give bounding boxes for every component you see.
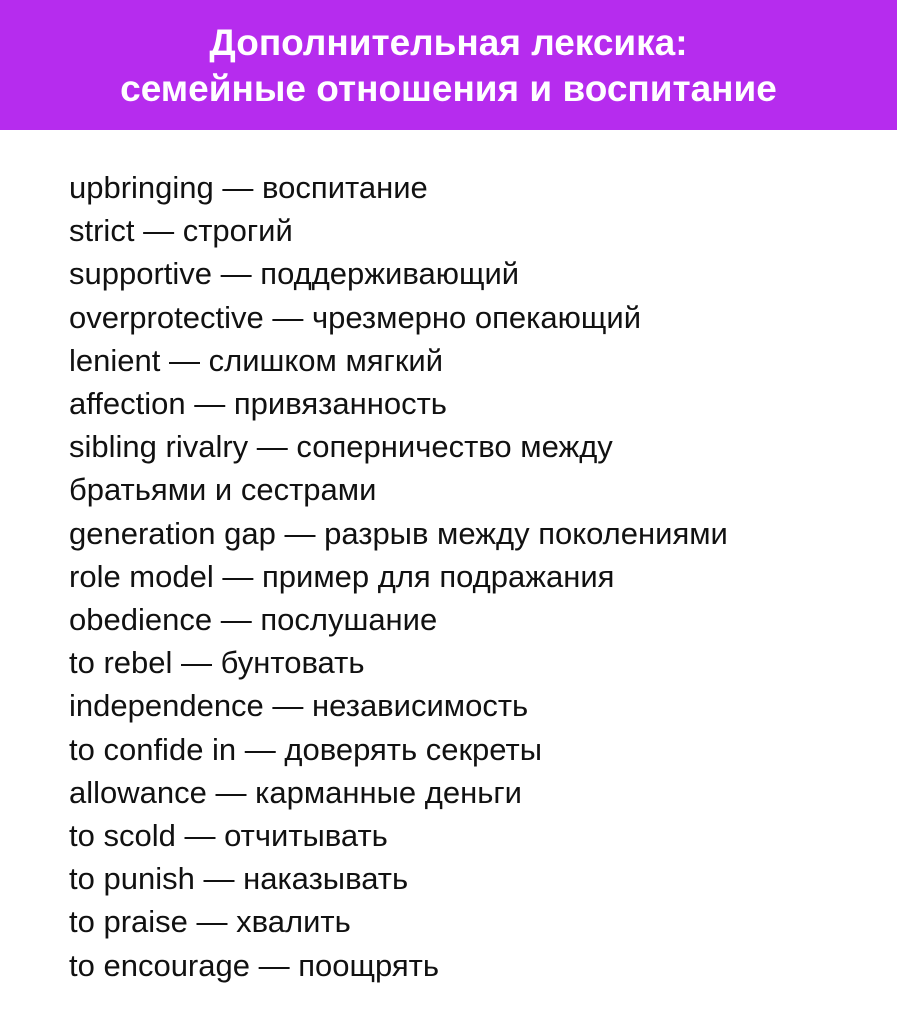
vocab-translation: доверять секреты [284,731,542,767]
vocab-term: to scold [69,818,176,854]
vocab-term: role model [69,558,214,594]
vocab-translation: поощрять [298,947,440,983]
vocab-term: affection [69,386,186,422]
vocab-separator: — [284,515,316,551]
vocab-translation: независимость [312,688,529,724]
vocab-term: supportive [69,256,213,292]
vocab-translation-continued: братьями и сестрами [69,472,377,508]
vocab-item-affection [69,382,728,425]
vocab-separator: — [220,256,252,292]
vocab-separator: — [220,602,252,638]
vocab-term: to praise [69,904,188,940]
vocab-term: independence [69,688,264,724]
vocab-item-independence [69,684,728,727]
vocab-item-to-scold [69,814,728,857]
vocab-separator: — [143,213,175,249]
vocab-term: allowance [69,774,207,810]
vocab-separator: — [244,731,276,767]
vocab-term: upbringing [69,170,214,205]
vocab-translation: строгий [182,213,293,249]
vocab-translation: чрезмерно опекающий [311,299,642,335]
vocab-translation: карманные деньги [255,774,523,810]
vocab-item-role-model [69,555,728,598]
vocab-separator: — [168,342,200,378]
vocab-translation: разрыв между поколениями [324,515,728,551]
vocab-separator: — [181,645,213,681]
vocab-term: to rebel [69,645,173,681]
vocab-item-generation-gap [69,512,728,555]
vocab-term: sibling rivalry [69,429,249,465]
vocab-translation: послушание [260,602,438,638]
vocab-separator: — [203,861,235,897]
vocab-item-allowance [69,771,728,814]
vocab-term: to encourage [69,947,250,983]
vocab-item-sibling-rivalry [69,425,728,511]
vocab-separator: — [222,170,254,205]
vocab-separator: — [184,818,216,854]
vocab-translation: слишком мягкий [208,342,444,378]
vocab-item-to-punish [69,857,728,900]
vocab-item-lenient [69,339,728,382]
vocab-term: obedience [69,602,213,638]
vocab-separator: — [215,774,247,810]
vocabulary-list [69,166,728,987]
vocab-separator: — [194,386,226,422]
vocab-term: strict [69,213,135,249]
vocab-separator: — [196,904,228,940]
vocab-term: to punish [69,861,195,897]
vocab-translation: хвалить [236,904,351,940]
vocab-item-to-praise [69,900,728,943]
vocab-separator: — [272,688,304,724]
vocab-separator: — [258,947,290,983]
page-title-line-2: семейные отношения и воспитание [120,68,777,109]
vocab-item-obedience [69,598,728,641]
vocab-item-overprotective [69,296,728,339]
vocab-translation: наказывать [243,861,409,897]
vocab-item-to-rebel [69,641,728,684]
page-header [0,0,897,130]
vocab-term: overprotective [69,299,264,335]
vocab-term: lenient [69,342,161,378]
vocab-translation: привязанность [233,386,447,422]
vocab-translation: соперничество между [296,429,613,465]
vocab-translation: отчитывать [224,818,388,854]
vocab-separator: — [256,429,288,465]
vocab-item-upbringing [69,166,728,209]
vocab-translation: поддерживающий [260,256,520,292]
vocab-separator: — [272,299,304,335]
page-title-line-1: Дополнительная лексика: [209,22,688,63]
vocab-item-strict [69,209,728,252]
vocab-translation: пример для подражания [262,558,615,594]
vocab-item-supportive [69,252,728,295]
vocab-translation: бунтовать [220,645,365,681]
vocab-item-to-encourage [69,944,728,987]
vocab-item-to-confide-in [69,728,728,771]
vocab-translation: воспитание [262,170,428,205]
vocab-separator: — [222,558,254,594]
vocab-term: to confide in [69,731,237,767]
vocab-term: generation gap [69,515,276,551]
